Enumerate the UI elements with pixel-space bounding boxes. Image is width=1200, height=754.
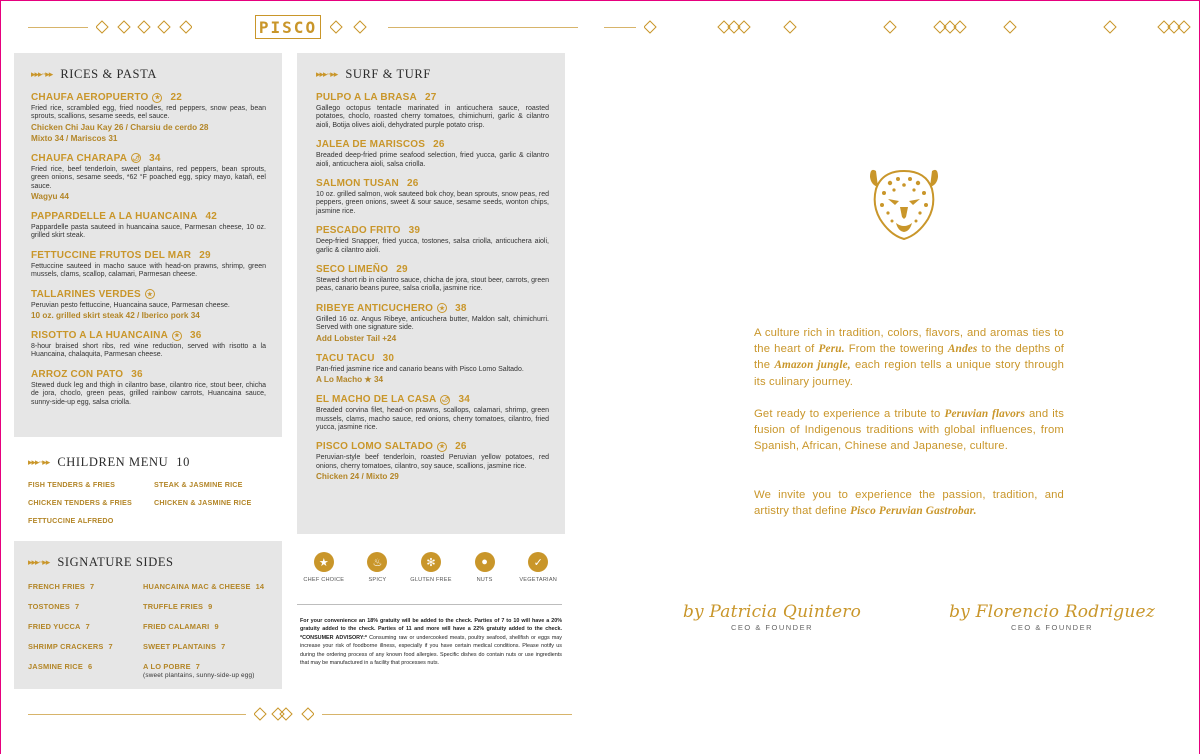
item-description: Breaded corvina filet, head-on prawns, scallops, calamari, shrimp, green mussels, clams, macho sauce, red onions, cherry tomatoes, cilantro, fried yucca, jasmine rice. xyxy=(316,407,549,431)
item-name xyxy=(316,353,549,364)
menu-item xyxy=(31,211,266,241)
item-addon: A Lo Macho ★ 34 xyxy=(316,375,384,385)
item-name xyxy=(31,330,266,341)
chef-choice-icon: 🌶 xyxy=(440,395,450,405)
chef-choice-icon: 🌶 xyxy=(131,153,141,163)
item-name xyxy=(31,153,266,164)
children-menu-item: FETTUCCINE ALFREDO xyxy=(28,516,114,525)
side-name: SWEET PLANTAINS xyxy=(143,642,217,651)
item-price: 27 xyxy=(424,92,437,103)
item-price: 36 xyxy=(131,368,143,380)
item-name xyxy=(316,139,549,150)
side-price: 7 xyxy=(75,602,80,611)
item-addon: Chicken Chi Jau Kay 26 / Charsiu de cerdo 28 xyxy=(31,122,209,132)
diamond-ornament-icon xyxy=(644,20,1200,34)
chili-icon: ♨ xyxy=(367,552,387,572)
chef-choice-icon: ★ xyxy=(437,303,447,313)
signature-sides-panel xyxy=(14,541,282,689)
menu-item xyxy=(31,153,266,202)
side-price: 9 xyxy=(208,602,213,611)
item-title: TALLARINES VERDES xyxy=(31,288,141,300)
item-price: 29 xyxy=(396,264,408,276)
item-title: SECO LIMEÑO xyxy=(316,264,389,276)
arrow-ornament-icon: ▸▸▸··▸▸ xyxy=(28,557,50,568)
item-title: ARROZ CON PATO xyxy=(31,368,124,380)
side-item xyxy=(28,662,143,679)
top-divider-left-2 xyxy=(330,20,578,34)
side-name: A LO POBRE xyxy=(143,662,191,671)
rices-pasta-list xyxy=(31,92,266,407)
arrow-ornament-icon: ▸▸▸··▸▸ xyxy=(31,69,53,80)
signature-name: by Patricia Quintero xyxy=(682,602,862,622)
legend-label: VEGETARIAN xyxy=(519,577,557,583)
diamond-ornament-icon xyxy=(330,20,380,34)
star-icon: ★ xyxy=(314,552,334,572)
consumer-advisory-text: Consuming raw or undercooked meats, poultry seafood, shellfish or eggs may increase your risk of foodborne illness, especially if you have certain medical conditions. Please notify us during the ordering process of any known food allergies. Specific dishes do contain nuts or use ingredients that may be manufactured in a facility that processes nuts. xyxy=(300,634,562,667)
intro-text: From the towering xyxy=(848,343,944,356)
bottom-divider-left xyxy=(28,707,572,721)
item-name xyxy=(316,303,549,314)
item-name xyxy=(316,92,549,103)
side-price: 7 xyxy=(221,642,226,651)
item-name xyxy=(316,178,549,189)
section-title: SURF & TURF xyxy=(345,67,431,81)
signature-title: CEO & FOUNDER xyxy=(730,623,813,632)
gratuity-notice xyxy=(300,617,562,667)
surf-turf-header xyxy=(316,67,549,82)
side-name: TRUFFLE FRIES xyxy=(143,602,204,611)
side-item xyxy=(143,602,293,611)
leaf-icon: ✓ xyxy=(528,552,548,572)
intro-emphasis: Pisco Peruvian Gastrobar. xyxy=(850,505,977,518)
item-title: CHAUFA AEROPUERTO xyxy=(31,92,149,103)
side-item xyxy=(28,622,143,631)
intro-paragraph-3 xyxy=(754,487,1064,519)
item-name xyxy=(316,441,549,452)
item-price: 22 xyxy=(170,92,183,103)
side-price: 9 xyxy=(214,622,219,631)
item-title: EL MACHO DE LA CASA xyxy=(316,394,437,406)
legend-item xyxy=(404,552,458,583)
item-addon: Wagyu 44 xyxy=(31,192,69,202)
intro-emphasis: Peru. xyxy=(818,343,845,356)
arrow-ornament-icon: ▸▸▸··▸▸ xyxy=(28,457,50,468)
section-title: RICES & PASTA xyxy=(60,67,157,81)
item-description: Peruvian-style beef tenderloin, roasted Peruvian yellow potatoes, red onions, cherry tomatoes, cilantro, soy sauce, scallions, jasmine rice. xyxy=(316,454,549,470)
menu-item xyxy=(316,92,549,130)
item-price: 39 xyxy=(408,225,421,237)
children-menu-header xyxy=(28,455,278,470)
chef-choice-icon: ★ xyxy=(152,93,162,103)
item-price: 30 xyxy=(382,352,395,364)
children-menu-section xyxy=(28,455,278,525)
children-menu-price: 10 xyxy=(176,455,190,469)
children-menu-item: CHICKEN TENDERS & FRIES xyxy=(28,498,133,507)
intro-emphasis: Andes xyxy=(947,343,978,356)
item-title: RIBEYE ANTICUCHERO xyxy=(316,302,434,314)
item-title: JALEA DE MARISCOS xyxy=(316,139,426,151)
menu-item xyxy=(316,178,549,216)
signature-florencio xyxy=(942,602,1162,632)
legend-label: NUTS xyxy=(476,577,493,583)
diamond-ornament-icon xyxy=(96,20,192,34)
item-description: Fried rice, scrambled egg, fried noodles, red peppers, snow peas, bean sprouts, scallions, sesame seeds, eel sauce. xyxy=(31,105,266,121)
children-menu-item: FISH TENDERS & FRIES xyxy=(28,480,116,489)
side-price: 7 xyxy=(108,642,113,651)
item-addon: 10 oz. grilled skirt steak 42 / Iberico pork 34 xyxy=(31,311,200,321)
intro-text: A culture rich in tradition, colors, flavors, and aromas ties to the heart of xyxy=(754,327,1064,356)
menu-item xyxy=(316,225,549,255)
item-title: PULPO A LA BRASA xyxy=(316,92,417,103)
menu-item xyxy=(31,330,266,360)
item-description: Gallego octopus tentacle marinated in anticuchera sauce, roasted potatoes, choclo, roasted cherry tomatoes, chimichurri, garlic & cilantro aioli, Botija olives aioli, dehydrated purple potato crisp. xyxy=(316,105,549,129)
children-menu-item: CHICKEN & JASMINE RICE xyxy=(154,498,252,507)
intro-paragraph-2 xyxy=(754,406,1064,455)
item-description: Deep-fried Snapper, fried yucca, tostones, salsa criolla, anticuchera aioli, garlic & cilantro aioli. xyxy=(316,238,549,254)
surf-turf-panel xyxy=(297,53,565,534)
item-description: Stewed short rib in cilantro sauce, chicha de jora, stout beer, carrots, green peas, canario beans puree, salsa criolla, jasmine rice. xyxy=(316,277,549,293)
item-description: Pappardelle pasta sauteed in huancaina sauce, Parmesan cheese, 10 oz. grilled skirt steak. xyxy=(31,224,266,240)
side-price: 14 xyxy=(255,582,265,591)
consumer-advisory-label: *CONSUMER ADVISORY:* xyxy=(300,634,367,641)
menu-item xyxy=(316,394,549,432)
intro-emphasis: Peruvian flavors xyxy=(944,408,1026,420)
pisco-logo: PISCO xyxy=(255,15,321,39)
item-description: Fried rice, beef tenderloin, sweet plantains, red peppers, bean sprouts, green onions, sesame seeds, *62 °F poached egg, spicy mayo, katañ, eel sauce. xyxy=(31,165,266,190)
side-name: SHRIMP CRACKERS xyxy=(28,642,104,651)
menu-item xyxy=(316,264,549,294)
intro-text: to the depths of the xyxy=(754,343,1065,372)
item-addon: Add Lobster Tail +24 xyxy=(316,333,397,343)
gratuity-text: For your convenience an 18% gratuity will be added to the check. Parties of 7 to 10 will have a 20% gratuity added to the check. Parties of 11 and more will have a 22% gratuity added to the check. xyxy=(300,618,562,633)
rices-pasta-panel xyxy=(14,53,282,437)
item-price: 42 xyxy=(205,211,218,223)
item-price: 26 xyxy=(455,441,467,453)
chef-choice-icon: ★ xyxy=(172,331,182,341)
side-price: 7 xyxy=(195,662,201,671)
signature-title: CEO & FOUNDER xyxy=(1010,623,1093,632)
side-name: JASMINE RICE xyxy=(28,662,83,671)
legend-item xyxy=(297,552,351,583)
side-name: HUANCAINA MAC & CHEESE xyxy=(143,582,251,591)
side-price: 6 xyxy=(87,662,93,671)
item-description: Peruvian pesto fettuccine, Huancaina sauce, Parmesan cheese. xyxy=(31,301,230,309)
divider xyxy=(297,604,562,605)
item-title: TACU TACU xyxy=(316,352,375,364)
section-title: CHILDREN MENU xyxy=(57,455,169,469)
jaguar-emblem-icon xyxy=(866,165,942,250)
signature-patricia xyxy=(672,602,872,632)
menu-item xyxy=(316,441,549,482)
item-title: PAPPARDELLE A LA HUANCAINA xyxy=(31,211,198,223)
item-price: 26 xyxy=(406,178,419,190)
item-title: PESCADO FRITO xyxy=(316,225,401,237)
item-addon: Chicken 24 / Mixto 29 xyxy=(316,472,399,482)
diamond-ornament-icon xyxy=(254,707,314,721)
item-price: 34 xyxy=(149,152,161,164)
item-description: 10 oz. grilled salmon, wok sauteed bok choy, bean sprouts, snow peas, red peppers, green onions, sweet & sour sauce, sesame seeds, wonton chips, jasmine rice. xyxy=(316,191,549,215)
side-name: FRENCH FRIES xyxy=(28,582,86,591)
wheat-icon: ✻ xyxy=(421,552,441,572)
intro-text: Get ready to experience a tribute to xyxy=(754,408,941,420)
item-price: 29 xyxy=(199,249,211,261)
item-description: Grilled 16 oz. Angus Ribeye, anticuchera butter, Maldon salt, chimichurri. Served with one signature side. xyxy=(316,315,549,332)
item-description: 8-hour braised short ribs, red wine reduction, served with risotto a la Huancaina, chalaquita, Parmesan cheese. xyxy=(31,343,266,359)
side-item xyxy=(28,642,143,651)
side-name: FRIED YUCCA xyxy=(28,622,81,631)
item-name xyxy=(316,264,549,275)
item-description: Fettuccine sauteed in macho sauce with head-on prawns, shrimp, green mussels, clams, scallop, calamari, Parmesan cheese. xyxy=(31,262,266,279)
legend-label: GLUTEN FREE xyxy=(410,577,452,583)
nut-icon: ● xyxy=(475,552,495,572)
item-name xyxy=(31,92,266,103)
side-item xyxy=(143,662,293,679)
intro-text: We invite you to experience the passion, tradition, and artistry that define xyxy=(754,489,1064,518)
chef-choice-icon: ★ xyxy=(437,442,447,452)
menu-item xyxy=(31,369,266,407)
menu-item xyxy=(316,303,549,344)
item-title: CHAUFA CHARAPA xyxy=(31,152,128,164)
item-title: RISOTTO A LA HUANCAINA xyxy=(31,330,168,342)
side-price: 7 xyxy=(90,582,95,591)
side-note: (sweet plantains, sunny-side-up egg) xyxy=(143,672,255,679)
rices-pasta-header xyxy=(31,67,266,82)
item-price: 38 xyxy=(455,302,467,314)
item-title: FETTUCCINE FRUTOS DEL MAR xyxy=(31,249,192,261)
item-price: 26 xyxy=(433,139,445,151)
side-item xyxy=(143,622,293,631)
item-addon: Mixto 34 / Mariscos 31 xyxy=(31,133,118,143)
sides-header xyxy=(28,555,272,570)
item-name xyxy=(316,225,549,236)
item-description: Pan-fried jasmine rice and canario beans with Pisco Lomo Saltado. xyxy=(316,365,524,373)
side-price: 7 xyxy=(85,622,90,631)
children-menu-item: STEAK & JASMINE RICE xyxy=(154,480,243,489)
arrow-ornament-icon: ▸▸▸··▸▸ xyxy=(316,69,338,80)
legend-item xyxy=(511,552,565,583)
surf-turf-list xyxy=(316,92,549,482)
item-title: SALMON TUSAN xyxy=(316,178,399,190)
item-description: Breaded deep-fried prime seafood selection, fried yucca, garlic & cilantro aioli, anticuchera aioli, salsa criolla. xyxy=(316,152,549,168)
item-description: Stewed duck leg and thigh in cilantro base, cilantro rice, stout beer, chicha de jora, choclo, green peas, grilled rainbow carrots, Huancaina sauce, sunny-side-up egg, salsa criolla. xyxy=(31,381,266,406)
intro-emphasis: Amazon jungle, xyxy=(774,359,851,372)
side-item xyxy=(143,642,293,651)
dietary-legend xyxy=(297,552,565,583)
item-title: PISCO LOMO SALTADO xyxy=(316,441,434,453)
item-price: 36 xyxy=(190,330,202,342)
menu-item xyxy=(31,289,266,321)
legend-item xyxy=(351,552,405,583)
top-divider-right xyxy=(604,20,1200,34)
item-name xyxy=(31,289,266,300)
menu-item xyxy=(316,353,549,385)
menu-item xyxy=(31,250,266,280)
intro-paragraph-1 xyxy=(754,325,1064,390)
side-item xyxy=(28,582,143,591)
item-name xyxy=(31,211,266,222)
section-title: SIGNATURE SIDES xyxy=(57,555,174,569)
children-menu-items xyxy=(28,480,278,525)
menu-item xyxy=(316,139,549,169)
menu-item xyxy=(31,92,266,144)
signature-name: by Florencio Rodriguez xyxy=(949,602,1155,622)
intro-text: each region tells a unique story through its culinary journey. xyxy=(754,359,1064,388)
top-divider-left xyxy=(28,20,192,34)
item-name xyxy=(316,394,549,405)
item-name xyxy=(31,250,266,261)
item-name xyxy=(31,369,266,380)
side-item xyxy=(28,602,143,611)
item-price: 34 xyxy=(458,394,471,406)
legend-label: SPICY xyxy=(368,577,387,583)
side-name: TOSTONES xyxy=(28,602,70,611)
intro-text: and its fusion of Indigenous traditions with global influences, from Spanish, African, Chinese and Japanese, culture. xyxy=(754,408,1064,453)
side-name: FRIED CALAMARI xyxy=(143,622,210,631)
legend-item xyxy=(458,552,512,583)
sides-list xyxy=(28,582,272,679)
chef-choice-icon: ★ xyxy=(145,289,155,299)
legend-label: CHEF CHOICE xyxy=(303,577,345,583)
side-item xyxy=(143,582,293,591)
